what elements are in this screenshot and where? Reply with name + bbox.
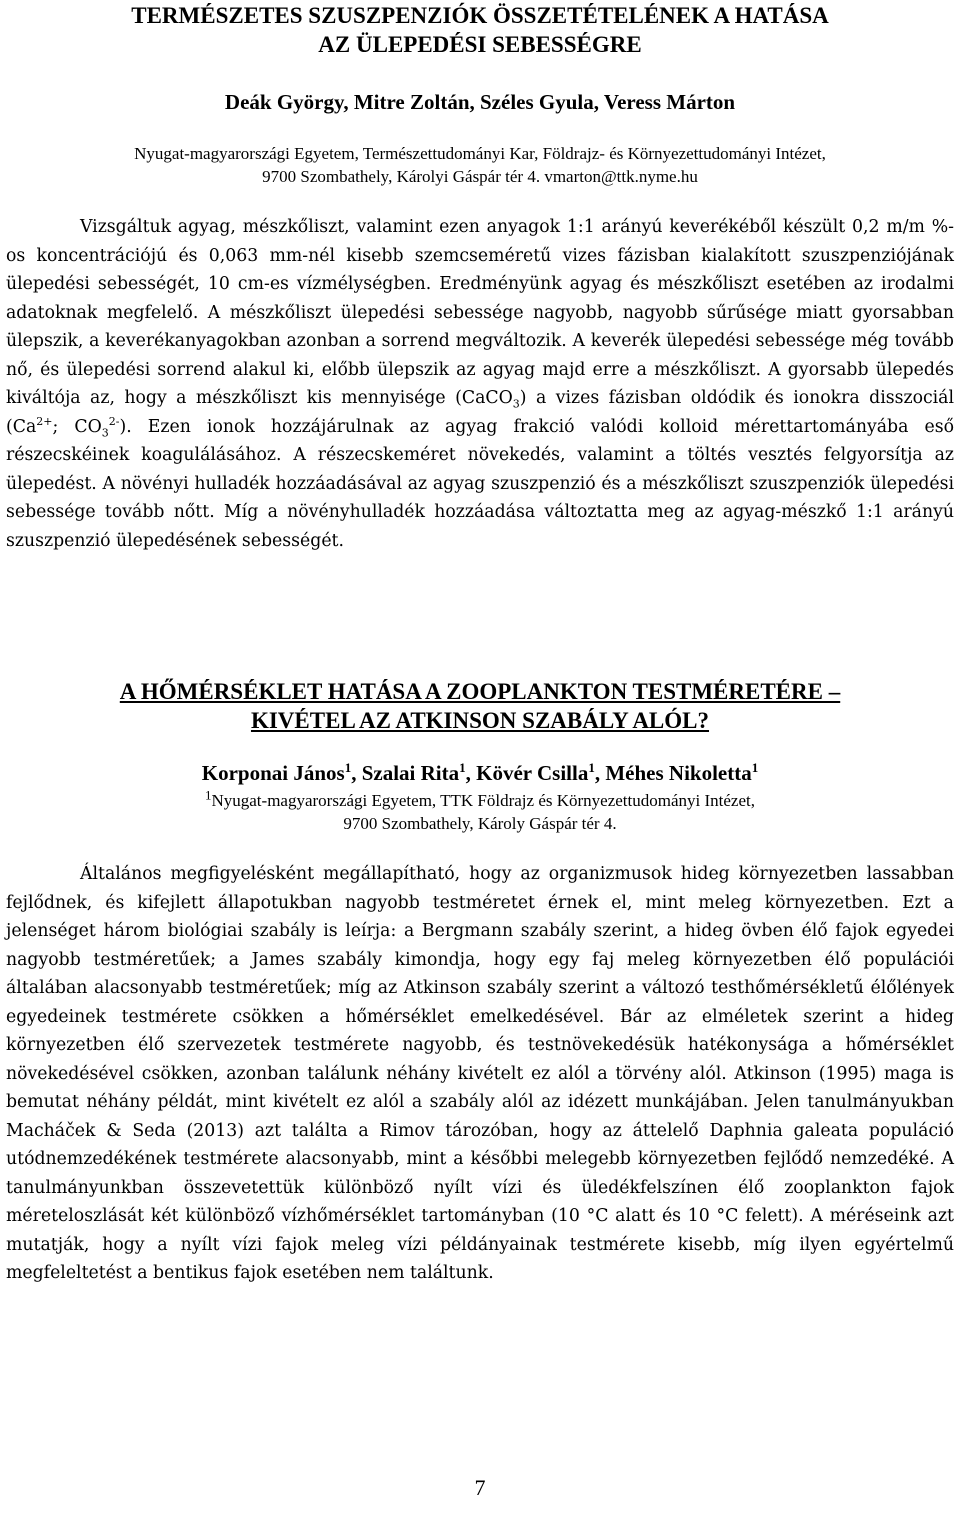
superscript: 2+: [36, 414, 53, 428]
article2-affiliation-line2: 9700 Szombathely, Károly Gáspár tér 4.: [343, 814, 617, 833]
article2-title-line2: [0, 706, 960, 735]
article1-affiliation-line1: Nyugat-magyarországi Egyetem, Természettudományi Kar, Földrajz- és Környezettudományi Intézet,: [134, 144, 826, 163]
affiliation-mark: 1: [459, 760, 466, 775]
separator: ,: [594, 761, 606, 785]
subscript: 3: [101, 425, 109, 439]
affiliation-mark: 1: [344, 760, 352, 775]
separator: ,: [351, 761, 362, 785]
abstract-text-2: ) a vizes fázisban oldódik és ionokra disszociál (Ca: [6, 388, 955, 437]
article2-affiliation-line1: [0, 789, 960, 813]
article2-authors: [0, 760, 960, 786]
article1-title-line2: AZ ÜLEPEDÉSI SEBESSÉGRE: [318, 32, 642, 57]
subscript: 3: [512, 397, 520, 411]
affiliation-mark: 1: [588, 760, 595, 775]
author-name: Kövér Csilla: [476, 761, 589, 785]
affiliation-text: Nyugat-magyarországi Egyetem, TTK Földrajz és Környezettudományi Intézet,: [211, 791, 755, 810]
article2-title-line1-text: A HŐMÉRSÉKLET HATÁSA A ZOOPLANKTON TESTMÉRETÉRE –: [119, 679, 841, 704]
author-name: Méhes Nikoletta: [605, 761, 752, 785]
abstract-text-4: ). Ezen ionok hozzájárulnak az agyag frakció valódi kolloid mérettartományába eső részecskéinek koagulálásához. A részecskeméret növekedés, valamint a töltés vesztés felgyorsítja az ülepedést. A növényi hulladék hozzáadásával az agyag szuszpenzió és a mészkőliszt szuszpenziók ülepedési sebessége tovább nőtt. Míg a növényhulladék hozzáadása változtatta meg az agyag-mészkő 1:1 arányú szuszpenzió ülepedésének sebességét.: [6, 416, 954, 551]
article2-title-line2-text: KIVÉTEL AZ ATKINSON SZABÁLY ALÓL?: [250, 708, 710, 733]
page-number: 7: [474, 1475, 486, 1500]
abstract-text: Általános megfigyelésként megállapítható, hogy az organizmusok hideg környezetben lassabban fejlődnek, és kifejlett állapotukban nagyobb testméretet érnek el, mint meleg környezetben. Ezt a jelenséget három biológiai szabály is leírja: a Bergmann szabály szerint, a hideg övben élő fajok egyedei nagyobb testméretűek; a James szabály kimondja, hogy egy faj meleg környezetben élő populációi általában alacsonyabb testméretűek; míg az Atkinson szabály szerint a változó testhőmérsékletű élőlények egyedeinek testmérete csökken a hőmérséklet emelkedésével. Bár az elméletek szerint a hideg környezetben élő szervezetek testmérete nagyobb, és testnövekedésük hatékonysága a hőmérséklet növekedésével csökken, azonban találunk néhány kivételt ez alól a törvény alól. Atkinson (1995) maga is bemutat néhány példát, mint kivételt ez alól a szabály alól az idézett munkájában. Jelen tanulmányukban Macháček & Seda (2013) azt találta a Rimov tározóban, hogy az áttelelő Daphnia galeata populáció utódnemzedékének testmérete alacsonyabb, mint a későbbi melegebb környezetben fejlődő nemzedéké. A tanulmányunkban összevetettük különböző nyílt vízi és üledékfelszínen élő zooplankton fajok méreteloszlását két különböző vízhőmérséklet tartományban (10 °C alatt és 10 °C felett). A méréseink azt mutatják, hogy a nyílt vízi fajok meleg vízi példányainak testmérete kisebb, míg ilyen egyértelmű megfeleltetést a bentikus fajok esetében nem találtunk.: [6, 864, 954, 1283]
separator: ,: [465, 761, 477, 785]
article1-abstract: [6, 213, 954, 555]
author-name: Szalai Rita: [361, 761, 460, 785]
abstract-text-1: Vizsgáltuk agyag, mészkőliszt, valamint ezen anyagok 1:1 arányú keverékéből készült 0,2 m/m %-os koncentrációjú és 0,063 mm-nél kisebb szemcseméretű vizes fázisban kialakított szuszpenziójának ülepedési sebességét, 10 cm-es vízmélységben. Eredményünk agyag és mészkőliszt esetében az irodalmi adatoknak megfelelő. A mészkőliszt ülepedési sebessége nagyobb, nagyobb sűrűsége miatt gyorsabban ülepszik, a keverékanyagokban azonban a sorrend megváltozik. A keverék ülepedési sebessége még tovább nő, és ülepedési sorrend alakul ki, előbb ülepszik az agyag majd erre a mészkőliszt. A gyorsabb ülepedés kiváltója az, hogy a mészkőliszt kis mennyisége (CaCO: [6, 217, 954, 408]
article2-title-line1: [0, 677, 960, 706]
abstract-text-3: ; CO: [52, 416, 102, 437]
article1-authors: Deák György, Mitre Zoltán, Széles Gyula, Veress Márton: [224, 90, 736, 114]
affiliation-mark: 1: [204, 787, 212, 803]
superscript: 2-: [108, 414, 120, 428]
author-name: Korponai János: [201, 761, 345, 785]
affiliation-mark: 1: [751, 760, 759, 775]
article2-abstract: [6, 860, 954, 1288]
article1-title-line1: TERMÉSZETES SZUSZPENZIÓK ÖSSZETÉTELÉNEK A HATÁSA: [131, 3, 829, 28]
article1-affiliation-line2: 9700 Szombathely, Károlyi Gáspár tér 4. vmarton@ttk.nyme.hu: [262, 167, 698, 186]
